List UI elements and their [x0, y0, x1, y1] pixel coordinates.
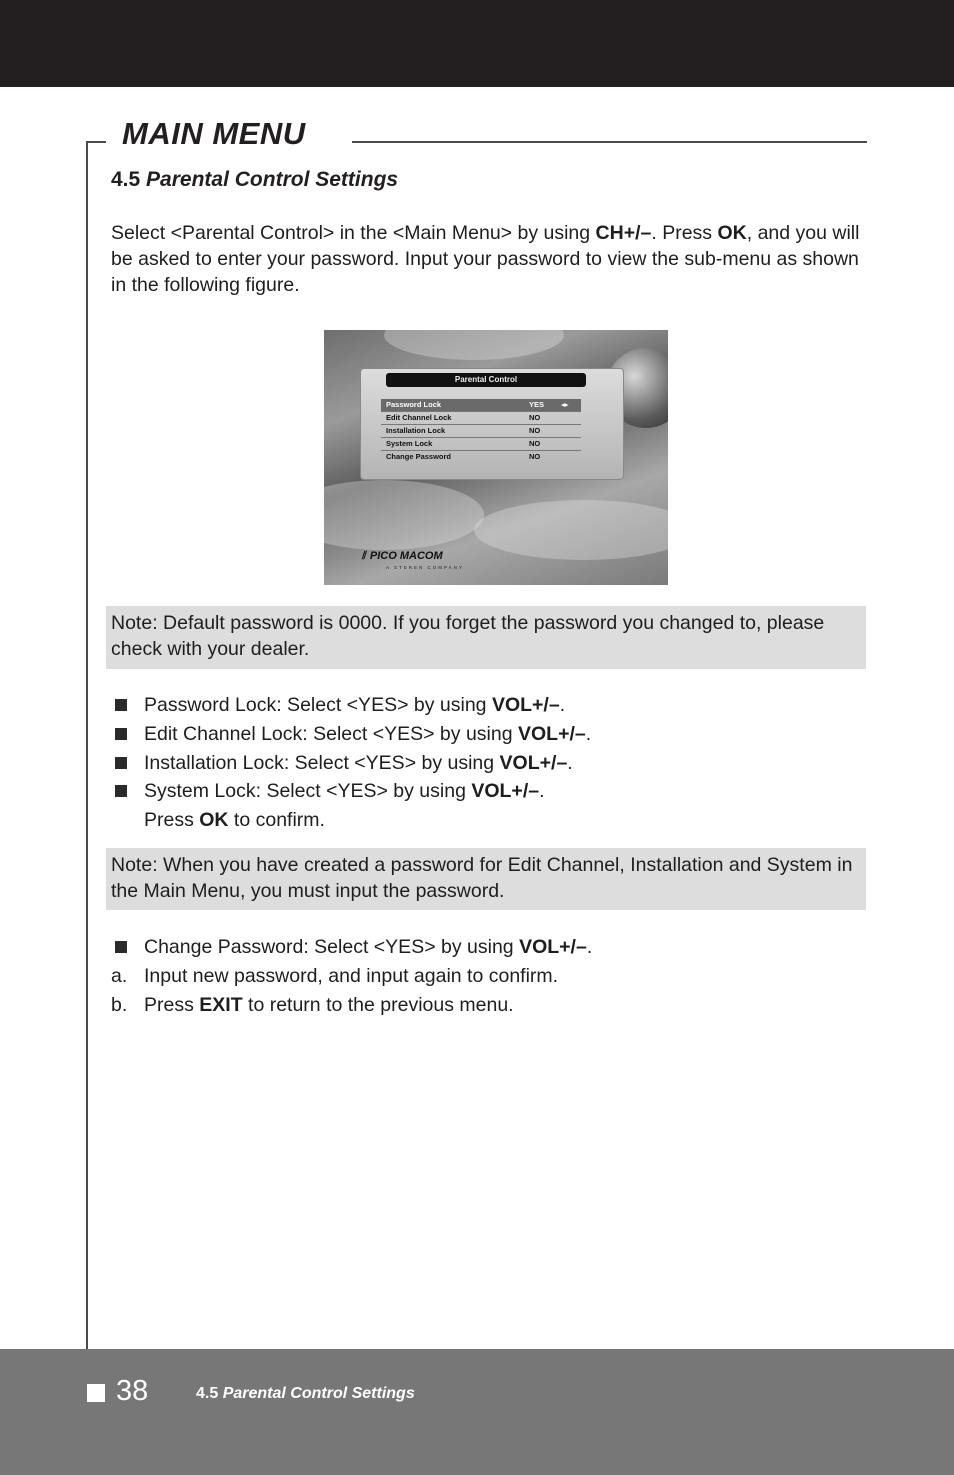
item-text-end: .	[586, 936, 593, 958]
footer-section-title: Parental Control Settings	[222, 1385, 415, 1402]
top-bar	[0, 0, 954, 87]
osd-row-label: Edit Channel Lock	[386, 413, 452, 422]
brand-subtitle: A STEREN COMPANY	[386, 565, 464, 570]
osd-row-value: YES	[529, 400, 545, 409]
item-key: OK	[199, 809, 229, 831]
osd-row-label: Password Lock	[386, 400, 442, 409]
item-text: Edit Channel Lock: Select <YES> by using	[144, 723, 518, 745]
intro-text-1: Select <Parental Control> in the <Main Menu> by using	[111, 222, 596, 244]
intro-key-ok: OK	[717, 222, 747, 244]
section-heading	[111, 168, 398, 192]
intro-key-ch: CH+/–	[595, 222, 652, 244]
osd-row-value: NO	[529, 439, 541, 448]
section-number: 4.5	[111, 168, 141, 191]
item-key: VOL+/–	[519, 936, 587, 958]
chapter-title: MAIN MENU	[122, 116, 306, 151]
intro-paragraph	[111, 220, 871, 298]
intro-text-3: , and you will be asked to enter your password. Input your password to view the sub-menu as shown in the following figure.	[111, 222, 860, 296]
item-text: Input new password, and input again to confirm.	[144, 965, 559, 987]
item-key: VOL+/–	[517, 723, 586, 745]
brand-mark-icon: ⫽	[362, 550, 367, 562]
item-text-end: .	[567, 752, 573, 774]
item-text: Installation Lock: Select <YES> by using	[144, 752, 500, 774]
brand-logo	[362, 550, 443, 563]
item-key: VOL+/–	[499, 752, 568, 774]
bullet-square-icon	[111, 692, 141, 718]
footer-section-number: 4.5	[196, 1385, 219, 1402]
item-text-end: .	[585, 723, 592, 745]
page-footer	[0, 1349, 954, 1475]
osd-row-installation-lock	[381, 425, 581, 438]
osd-row-value: NO	[529, 452, 541, 461]
footer-section-label	[196, 1385, 415, 1403]
item-text-end: .	[539, 780, 545, 802]
left-right-arrow-icon: ◂▸	[561, 400, 569, 409]
item-text-end: to return to the previous menu.	[242, 994, 514, 1016]
osd-row-label: Change Password	[386, 452, 452, 461]
osd-row-label: System Lock	[386, 439, 433, 448]
parental-control-screenshot	[324, 330, 668, 585]
cloud-shape	[324, 480, 484, 550]
osd-menu	[360, 368, 624, 480]
note-default-password: Note: Default password is 0000. If you forget the password you changed to, please check with your dealer.	[106, 606, 866, 669]
item-text: Press	[144, 809, 200, 831]
osd-row-password-lock	[381, 399, 581, 412]
cloud-shape	[474, 500, 668, 560]
brand-name: PICO MACOM	[369, 550, 443, 562]
step-marker: b.	[111, 994, 128, 1016]
step-marker: a.	[111, 965, 128, 987]
page-number: 38	[116, 1375, 149, 1407]
osd-row-value: NO	[529, 426, 541, 435]
section-title: Parental Control Settings	[146, 168, 399, 191]
osd-row-value: NO	[529, 413, 541, 422]
item-text: Press	[144, 994, 200, 1016]
osd-row-system-lock	[381, 438, 581, 451]
title-rule-right	[352, 141, 867, 143]
footer-square-icon	[87, 1384, 105, 1402]
bullet-square-icon	[111, 934, 141, 960]
item-key: VOL+/–	[491, 694, 560, 716]
left-rule	[86, 141, 88, 1349]
item-key: VOL+/–	[471, 780, 540, 802]
intro-text-2: . Press	[651, 222, 718, 244]
osd-menu-title: Parental Control	[386, 373, 586, 387]
title-rule-left	[86, 141, 106, 143]
item-text: System Lock: Select <YES> by using	[144, 780, 472, 802]
osd-row-change-password	[381, 451, 581, 463]
bullet-square-icon	[111, 778, 141, 804]
bullet-square-icon	[111, 750, 141, 776]
osd-row-label: Installation Lock	[386, 426, 446, 435]
cloud-shape	[384, 330, 564, 360]
item-text-end: .	[559, 694, 566, 716]
item-text: Change Password: Select <YES> by using	[144, 936, 520, 958]
osd-row-edit-channel-lock	[381, 412, 581, 425]
item-text-end: to confirm.	[228, 809, 325, 831]
bullet-square-icon	[111, 721, 141, 747]
note-password-required: Note: When you have created a password for Edit Channel, Installation and System in the Main Menu, you must input the password.	[106, 848, 866, 910]
item-text: Password Lock: Select <YES> by using	[144, 694, 492, 716]
item-key: EXIT	[199, 994, 243, 1016]
